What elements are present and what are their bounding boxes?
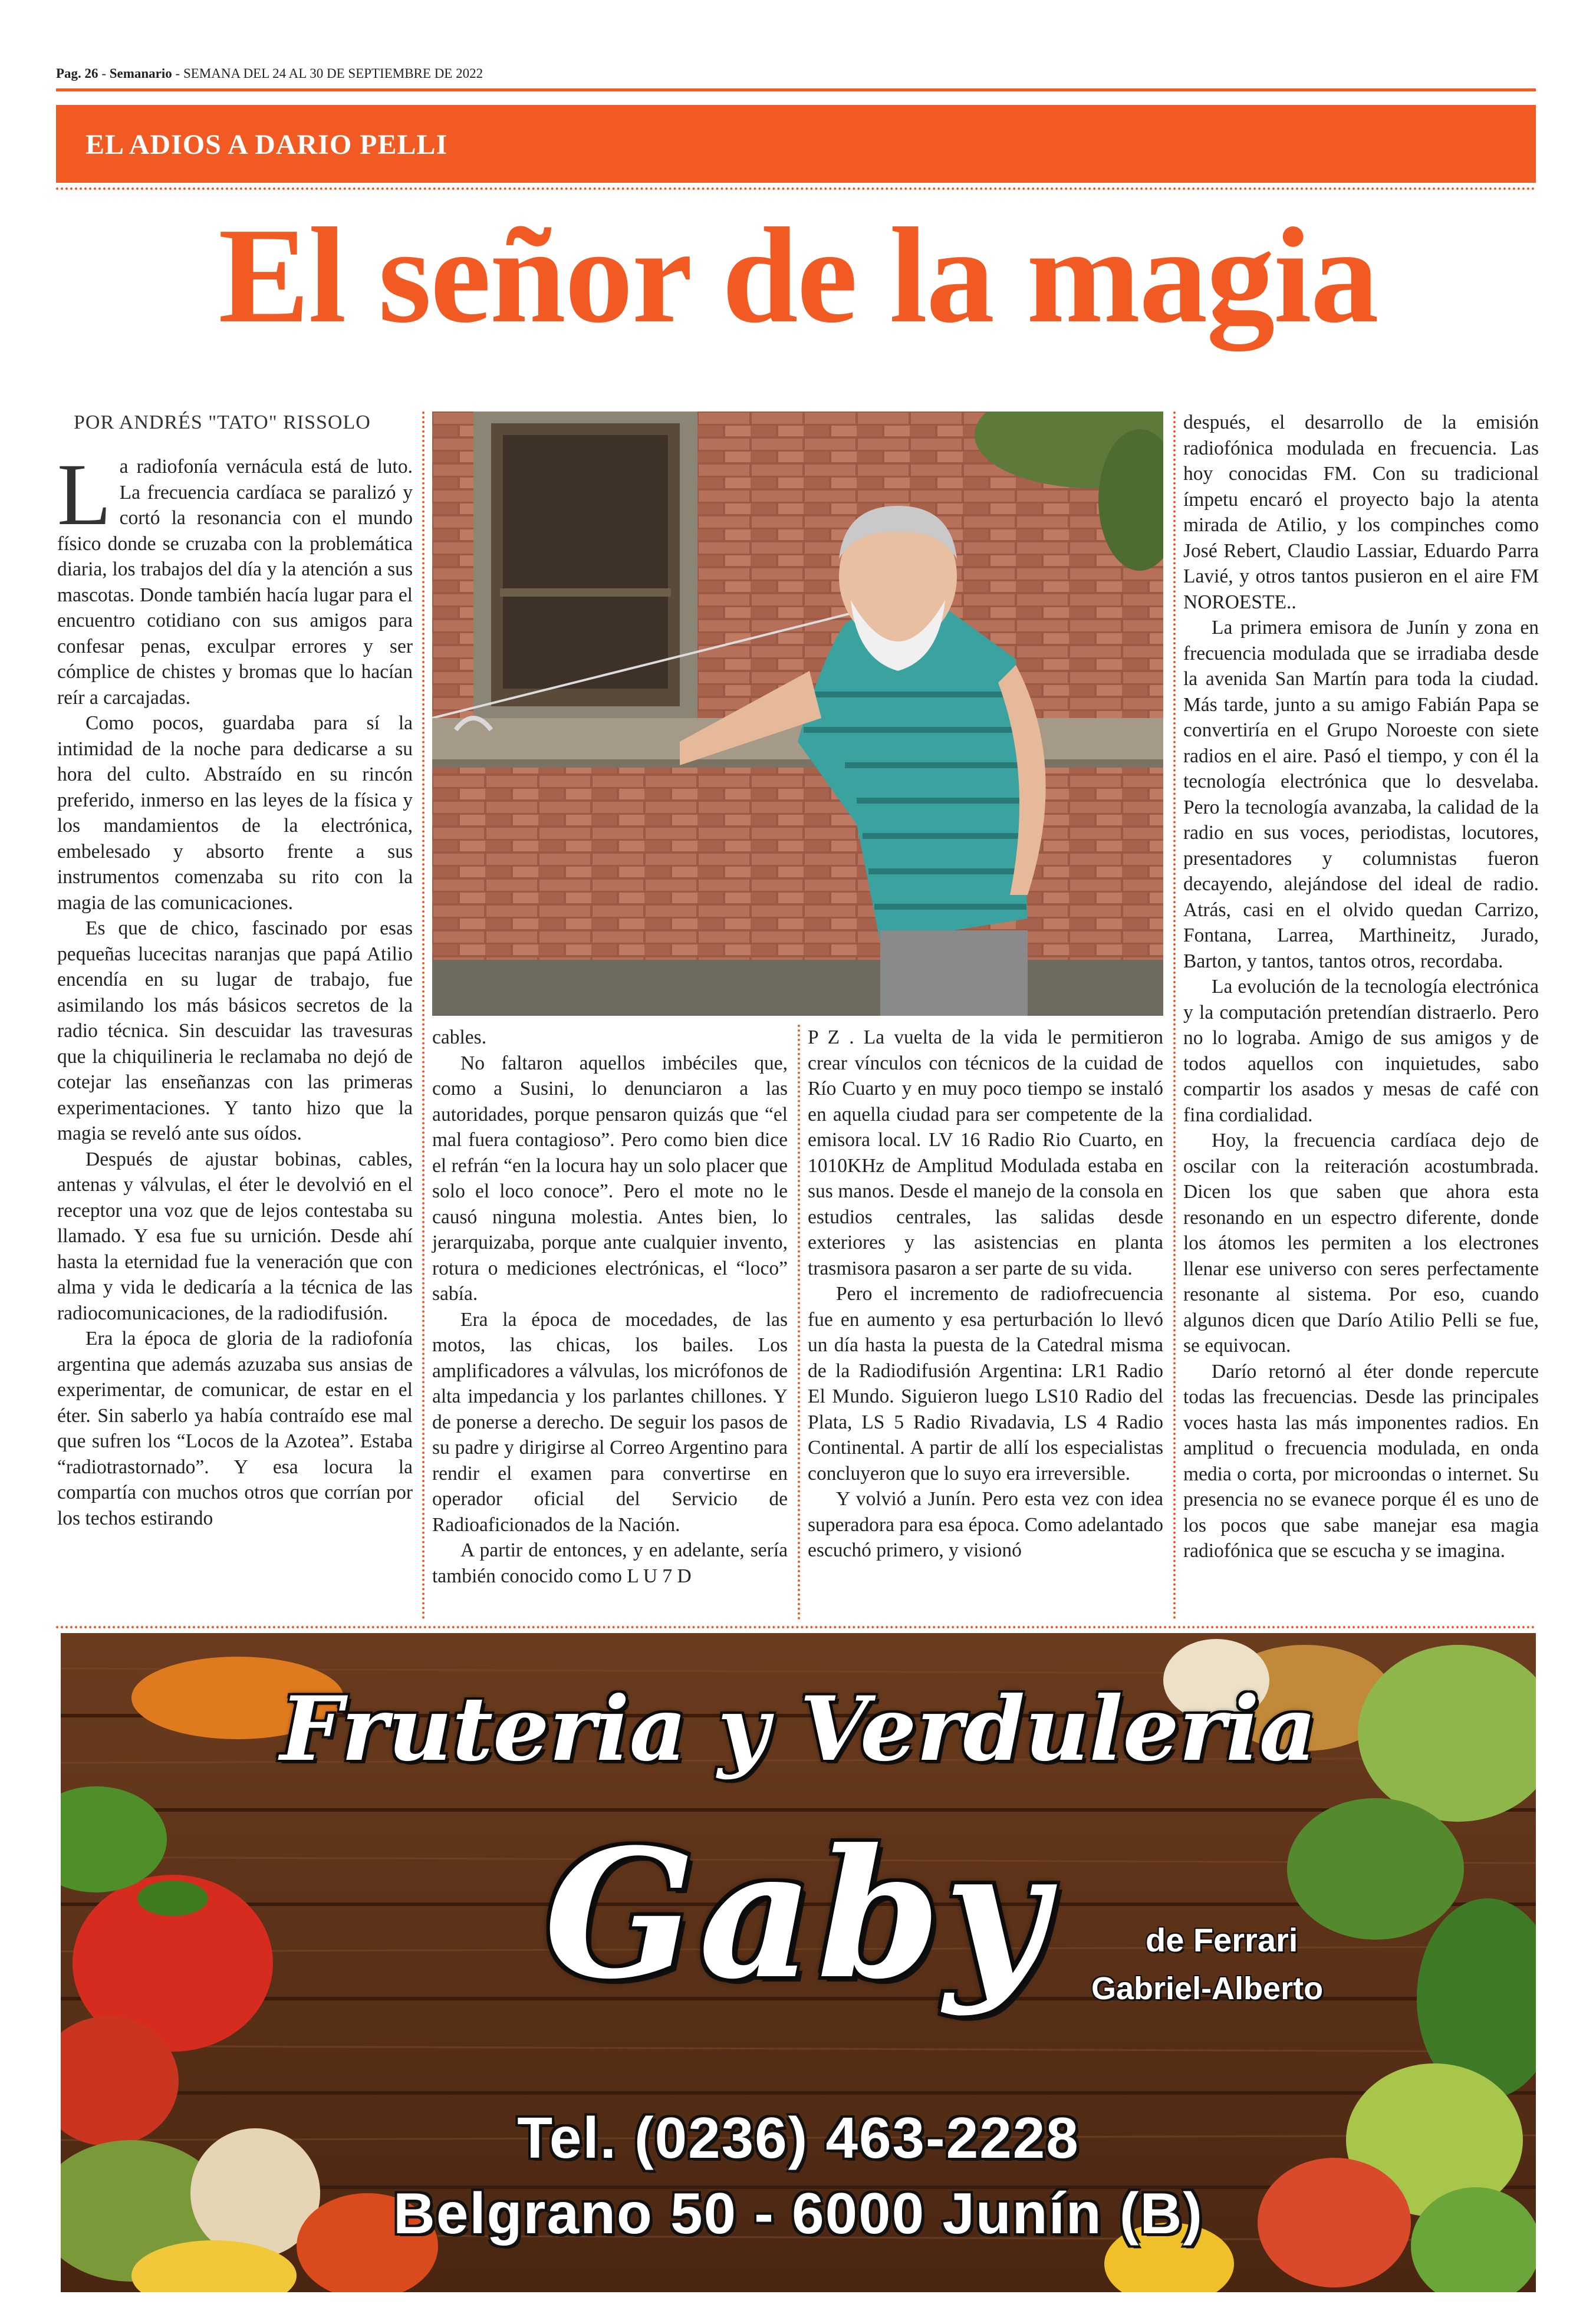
article-title: El señor de la magia: [218, 200, 1378, 351]
header-separator: -: [172, 66, 183, 81]
article-column-1: [57, 446, 413, 1531]
article-paragraph: Y volvió a Junín. Pero esta vez con idea superadora para esa época. Como adelantado escuchó primero, y visionó: [808, 1488, 1163, 1561]
byline: POR ANDRÉS "TATO" RISSOLO: [74, 412, 371, 433]
article-paragraph: cables.: [432, 1026, 487, 1048]
advertisement: [61, 1633, 1536, 2292]
portrait-illustration: [432, 412, 1163, 1016]
page-number: Pag. 26: [56, 66, 98, 81]
article-column-2: [432, 1025, 788, 1589]
section-label: EL ADIOS A DARIO PELLI: [85, 129, 448, 160]
column-divider: [422, 412, 424, 1620]
article-column-4: [1183, 410, 1539, 1564]
article-paragraph: P Z . La vuelta de la vida le permitieron crear vínculos con técnicos de la cuidad de Río Cuarto y en muy poco tiempo se instaló en aquella ciudad para ser competente de la emisora local. LV 16 Radio Rio Cuarto, en 1010KHz de Amplitud Modulada estaba en sus manos. Desde el manejo de la consola en estudios centrales, las salidas desde exteriores y las asistencias en planta trasmisora pasaron a ser parte de su vida.: [808, 1026, 1163, 1279]
publication-name: Semanario: [109, 66, 172, 81]
article-paragraph: La primera emisora de Junín y zona en frecuencia modulada que se irradiaba desde la avenida San Martín para toda la ciudad. Más tarde, junto a su amigo Fabián Papa se convertiría en el Grupo Noroeste con siete radios en el aire. Pasó el tiempo, y con él la tecnología electrónica que lo desvelaba. Pero la tecnología avanzaba, la calidad de la radio en sus voces, periodistas, locutores, presentadores y columnistas fueron decayendo, alejándose del ideal de radio. Atrás, casi en el olvido quedan Carrizo, Fontana, Larrea, Marthineitz, Jurado, Barton, y tantos, tantos otros, recordaba.: [1183, 617, 1539, 972]
ad-owner-surname: de Ferrari: [1146, 1921, 1298, 1958]
section-band: [56, 105, 1536, 183]
article-paragraph: Pero el incremento de radiofrecuencia fue en aumento y esa perturbación lo llevó un día hasta la puesta de la Catedral misma de la Radiodifusión Argentina: LR1 Radio El Mundo. Siguieron luego LS10 Radio del Plata, LS 5 Radio Rivadavia, LS 4 Radio Continental. A partir de allí los especialistas concluyeron que lo suyo era irreversible.: [808, 1283, 1163, 1484]
article-paragraph: A partir de entonces, y en adelante, sería también conocido como L U 7 D: [432, 1539, 788, 1587]
ad-owner-name: Gabriel-Alberto: [1091, 1971, 1324, 2006]
article-paragraph: No faltaron aquellos imbéciles que, como a Susini, lo denunciaron a las autoridades, porque pensaron quizás que “el mal fuera contagioso”. Pero como bien dice el refrán “en la locura hay un solo placer que solo el loco conoce”. Pero el mote no le causó ninguna molestia. Antes bien, lo jerarquizaba, porque ante cualquier invento, rotura o mediciones electrónicas, el “loco” sabía.: [432, 1052, 788, 1305]
header-separator: -: [98, 66, 110, 81]
ad-divider: [56, 1626, 1536, 1628]
article-paragraph: Era la época de gloria de la radiofonía argentina que además azuzaba sus ansias de experimentar, de comunicar, de estar en el éter. Sin saberlo ya había contraído ese mal que sufren los “Locos de la Azotea”. Estaba “radiotrastornado”. Y esa locura la compartía con muchos otros que corrían por los techos estirando: [57, 1328, 413, 1529]
ad-phone: Tel. (0236) 463-2228: [517, 2105, 1080, 2170]
paragraph-text: a radiofonía vernácula está de luto. La frecuencia cardíaca se paralizó y cortó la resonancia con el mundo físico donde se cruzaba con la problemática diaria, los trabajos del día y la atención a sus mascotas. Donde también hacía lugar para el encuentro cotidiano con sus amigos para confesar penas, exculpar errores y ser cómplice de chistes y bromas que lo hacían reír a carcajadas.: [57, 456, 413, 709]
ad-business-type: Fruteria y Verduleria: [279, 1677, 1317, 1781]
column-divider: [1173, 412, 1176, 1620]
article-paragraph: Después de ajustar bobinas, cables, antenas y válvulas, el éter le devolvió en el receptor una voz que de lejos contestaba su llamado. Y esa fue su urnición. Desde ahí hasta la eternidad fue la veneración que con alma y vida le dedicaría a la técnica de las radiocomunicaciones, de la radiodifusión.: [57, 1148, 413, 1324]
running-header: [56, 66, 483, 81]
article-column-3: [808, 1025, 1163, 1563]
article-paragraph: Darío retornó al éter donde repercute todas las frecuencias. Desde las principales voces hasta las más imponentes radios. En amplitud o frecuencia modulada, en onda media o corta, por microondas o internet. Su presencia no se evanece porque él es uno de los pocos que sabe manejar esa magia radiofónica que se escucha y se imagina.: [1183, 1360, 1539, 1562]
ad-address: Belgrano 50 - 6000 Junín (B): [393, 2181, 1203, 2246]
header-rule: [56, 88, 1536, 91]
issue-date: SEMANA DEL 24 AL 30 DE SEPTIEMBRE DE 2022: [183, 66, 483, 81]
section-divider: [56, 187, 1536, 190]
article-paragraph: [57, 446, 413, 710]
article-paragraph: Hoy, la frecuencia cardíaca dejo de oscilar con la reiteración acostumbrada. Dicen los que saben que ahora esta resonando en un espectro diferente, donde los átomos les permiten a los electrones llenar ese universo con seres perfectamente resonante al sistema. Por eso, cuando algunos dicen que Darío Atilio Pelli se fue, se equivocan.: [1183, 1130, 1539, 1357]
drop-cap: L: [57, 446, 111, 544]
ad-business-name: Gaby: [544, 1810, 1051, 2018]
article-paragraph: después, el desarrollo de la emisión radiofónica modulada en frecuencia. Las hoy conocidas FM. Con su tradicional ímpetu encaró el proyecto bajo la atenta mirada de Atilio, y los compinches como José Rebert, Claudio Lassiar, Eduardo Parra Lavié, y otros tantos pusieron en el aire FM NOROESTE..: [1183, 412, 1539, 613]
article-paragraph: Era la época de mocedades, de las motos, las chicas, los bailes. Los amplificadores a válvulas, los micrófonos de alta impedancia y los parlantes chillones. Y de ponerse a derecho. De seguir los pasos de su padre y dirigirse al Correo Argentino para rendir el examen para convertirse en operador oficial del Servicio de Radioaficionados de la Nación.: [432, 1308, 788, 1536]
article-paragraph: La evolución de la tecnología electrónica y la computación pretendían distraerlo. Pero no lo lograba. Amigo de sus amigos y de todos aquellos con inquietudes, sabo compartir los asados y mesas de café con fina cordialidad.: [1183, 976, 1539, 1126]
article-photo: [432, 412, 1163, 1016]
column-divider: [798, 1025, 800, 1620]
article-paragraph: Es que de chico, fascinado por esas pequeñas lucecitas naranjas que papá Atilio encendía en su lugar de trabajo, fue asimilando los más básicos secretos de la radio técnica. Sin descuidar las travesuras que la chiquilineria le reclamaba no dejó de cotejar las enseñanzas con las primeras experimentaciones. Y tanto hizo que la magia se reveló ante sus oídos.: [57, 917, 413, 1144]
article-paragraph: Como pocos, guardaba para sí la intimidad de la noche para dedicarse a su hora del culto. Abstraído en su rincón preferido, inmerso en las leyes de la física y los mandamientos de la electrónica, embelesado y absorto frente a sus instrumentos comenzaba su rito con la magia de las comunicaciones.: [57, 712, 413, 914]
